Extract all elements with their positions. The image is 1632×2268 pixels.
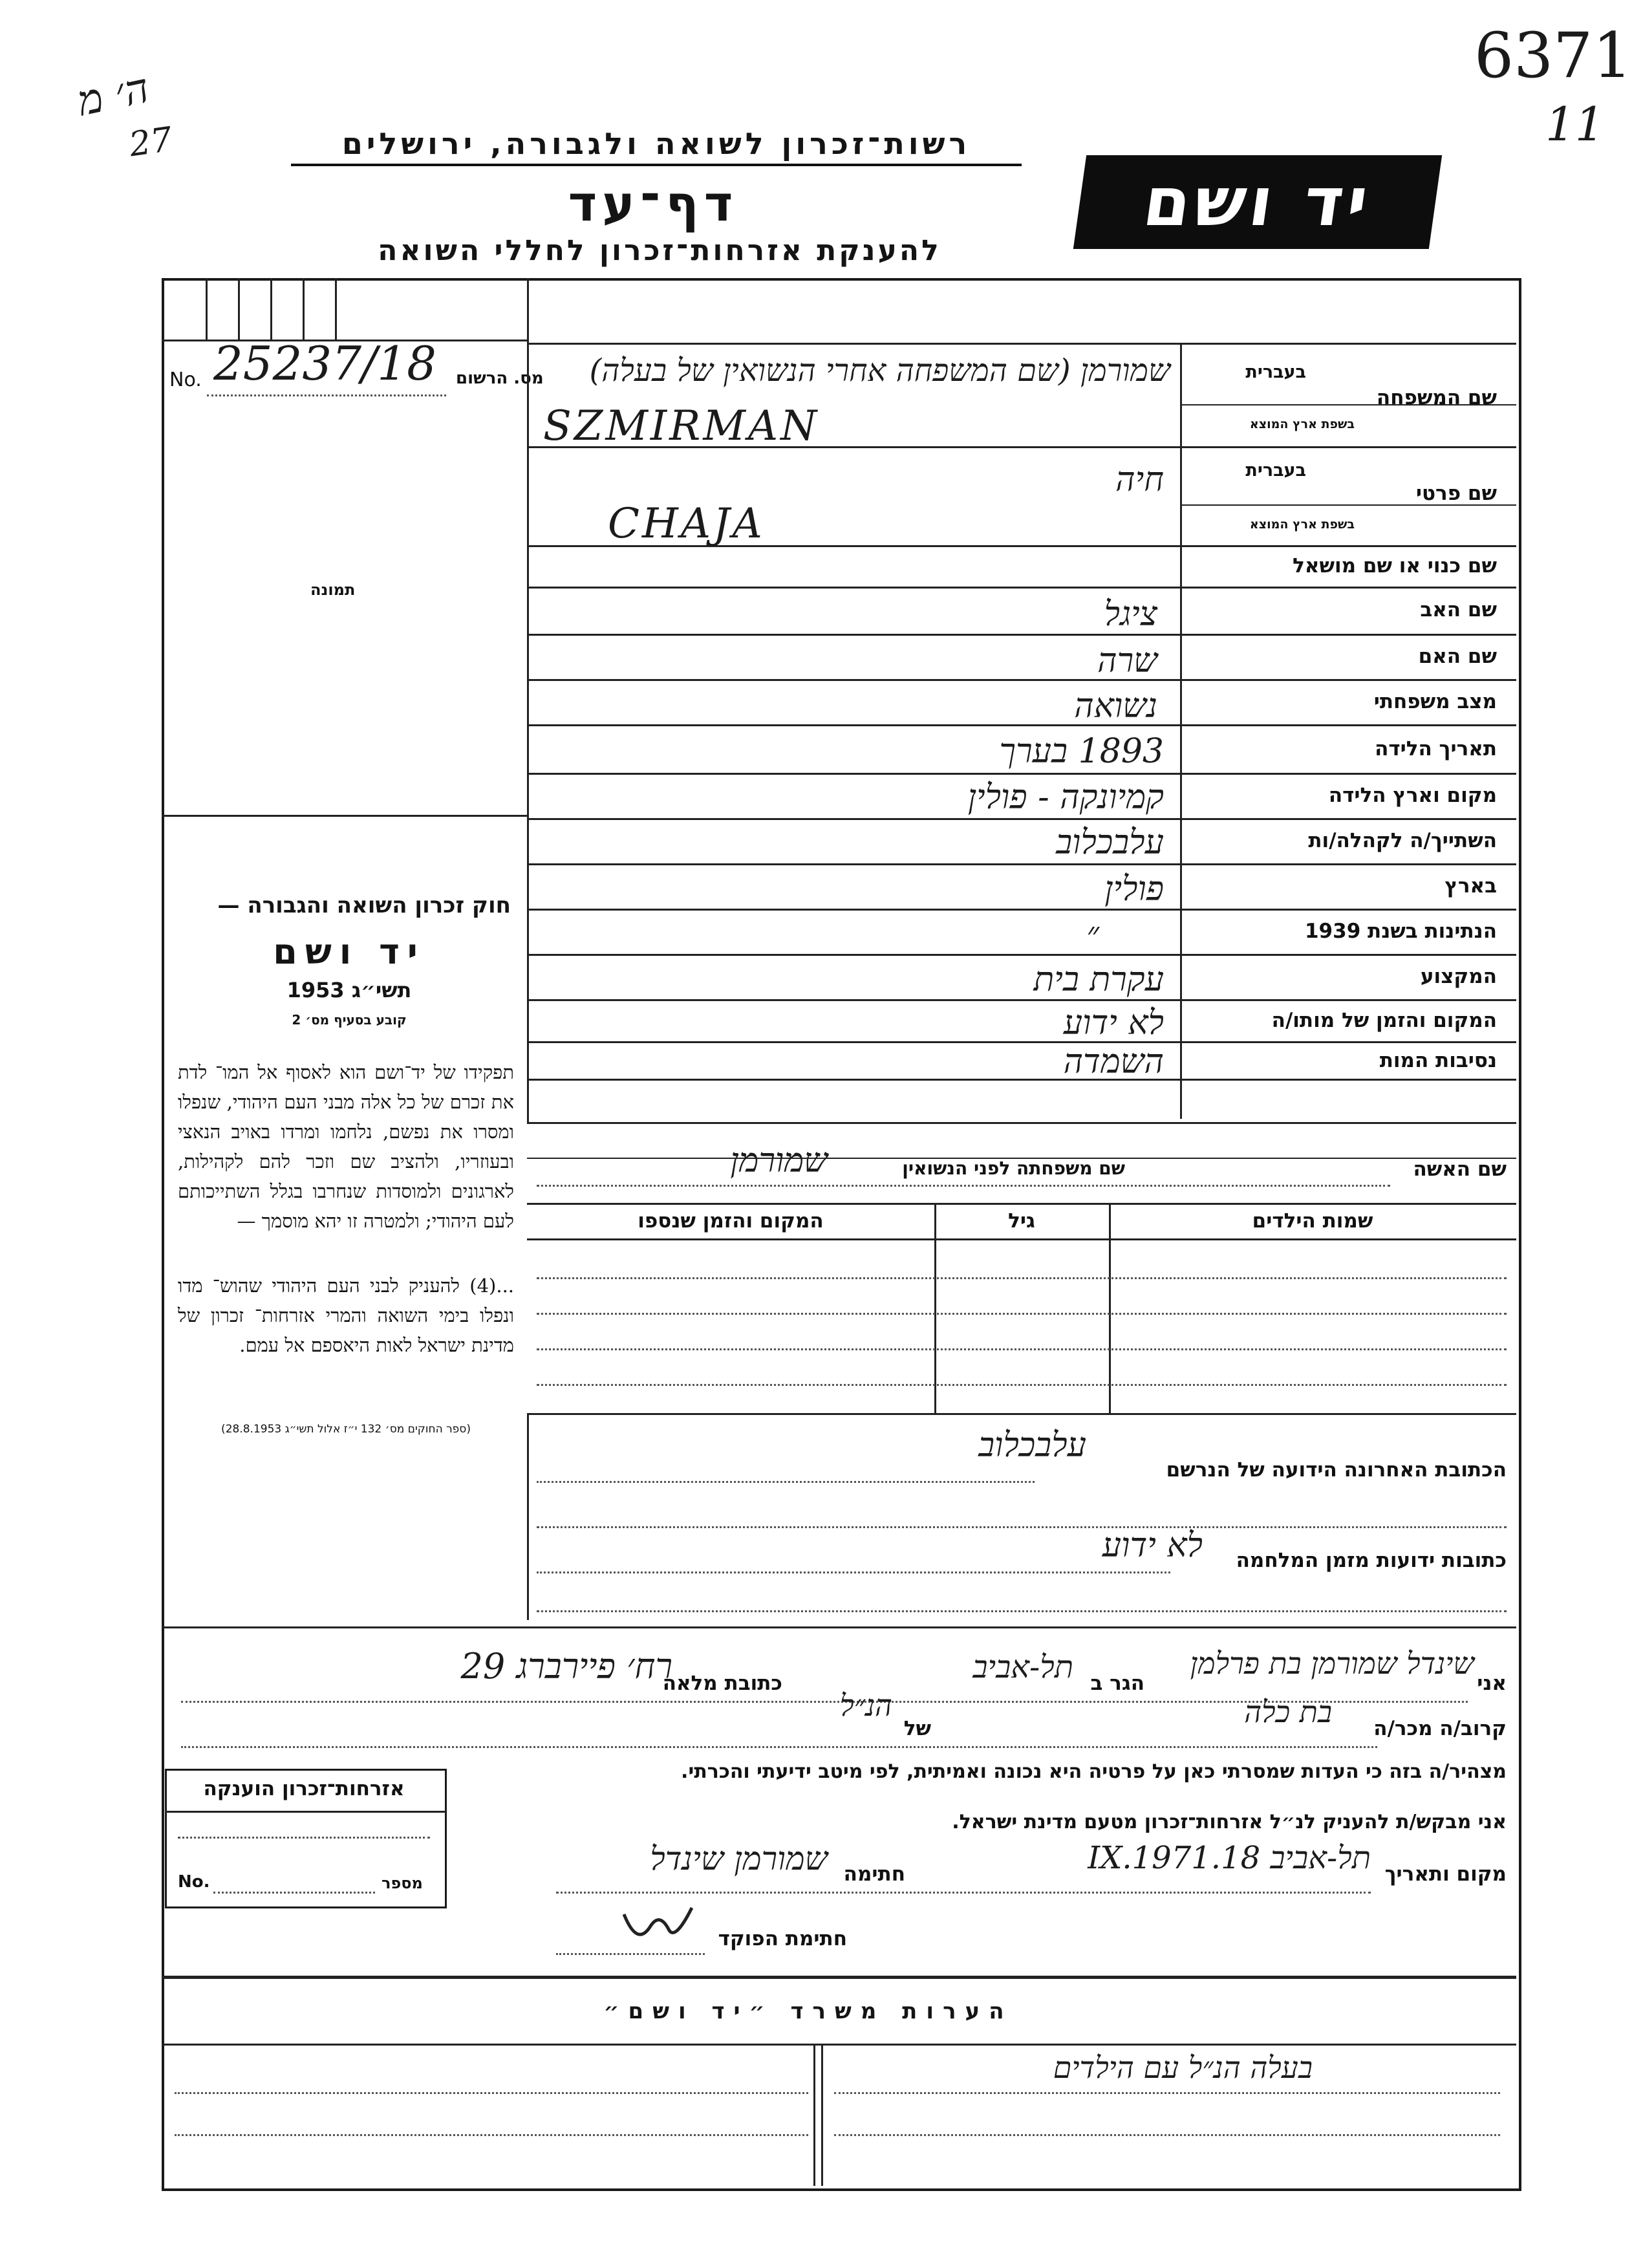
citizenship-label: הנתינות בשנת 1939 [1304, 920, 1497, 943]
country-value: פולין [1104, 870, 1164, 909]
surname-origin-value: SZMIRMAN [543, 402, 820, 450]
officer-signature-label: חתימת הפוקד [718, 1927, 847, 1950]
children-row [537, 1277, 1507, 1279]
country-label: בארץ [1444, 874, 1497, 898]
relative-label: קרוב/ה מכר/ה [1373, 1717, 1507, 1740]
surname-sub-hebrew: בעברית [1245, 362, 1306, 382]
law-year: תשי״ג 1953 [286, 978, 412, 1002]
photo-placeholder: תמונה [310, 581, 356, 599]
law-title: חוק זכרון השואה והגבורה — [217, 892, 511, 918]
law-clause: קובע בסעיף מס׳ 2 [292, 1012, 407, 1028]
first-name-sub-hebrew: בעברית [1245, 460, 1306, 481]
citizenship-no-he: מספר [381, 1874, 423, 1892]
father-value: ציגל [1104, 595, 1157, 634]
death-circumstances-label: נסיבות המות [1379, 1049, 1497, 1072]
birth-date-value: 1893 בערך [999, 732, 1164, 771]
registration-number: 25237/18 [213, 336, 436, 391]
first-name-origin-value: CHAJA [608, 500, 765, 548]
place-date-label: מקום ותאריך [1384, 1863, 1507, 1886]
death-circumstances-value: השמדה [1063, 1042, 1164, 1081]
registration-no-label: No. [169, 369, 202, 391]
remarks-note: בעלה הנ״ל עם הילדים [1053, 2050, 1313, 2085]
statement-2: אני מבקש/ת להעניק לנ״ל אזרחות־זכרון מטעם מדינת ישראל. [952, 1811, 1507, 1833]
children-col-age: גיל [1008, 1209, 1035, 1233]
declarant-name: שינדל שמורמן בת פרלמן [1190, 1646, 1474, 1681]
declarant-gar-label: הגר ב [1090, 1672, 1144, 1695]
first-name-label: שם פרטי [1415, 482, 1497, 505]
war-addresses-value: לא ידוע [1102, 1526, 1203, 1565]
law-text: תפקידו של יד־ושם הוא לאסוף אל המו־ לדת את זכרם של כל אלה מבני העם היהודי, שנפלו ומסרו את נפשם, נלחמו ומרדו באויב הנאצי ובעוזריו, ולהציב שם וזכר להם לקהילות, לארגונים ולמוסדות שנחרבו בגלל השתייכותם לעם היהודי; ולמטרה זו יהא מוסמך — [178, 1061, 514, 1232]
citizenship-value: ״ [1086, 915, 1099, 954]
law-name: יד ושם [273, 931, 425, 972]
marital-value: נשואה [1074, 687, 1157, 726]
yad-vashem-logo [1073, 155, 1442, 249]
column-divider [527, 278, 529, 1122]
declarant-address-label: כתובת מלאה [662, 1672, 782, 1695]
community-value: עלבכלוב [1056, 823, 1164, 862]
remarks-title: הערות משרד ״יד ושם״ [603, 1998, 1013, 2024]
place-date-value: תל-אביב 18.IX.1971 [1088, 1840, 1371, 1876]
children-row [537, 1384, 1507, 1386]
form-title: דף־עד [568, 175, 738, 232]
nickname-label: שם כנוי או שם מושאל [1293, 554, 1497, 578]
mother-value: שרה [1097, 642, 1157, 680]
surname-sub-origin: בשפת ארץ המוצא [1249, 417, 1355, 431]
death-place-time-label: המקום והזמן של מותו/ה [1271, 1009, 1497, 1032]
statement-1: מצהיר/ה בזה כי העדות שמסרתי כאן על פרטיה היא נכונה ואמיתית, לפי מיטב ידיעתי והכרתי. [681, 1760, 1507, 1783]
law-source: (ספר החוקים מס׳ 132 י״ז אלול תשי״ג 28.8.1953) [221, 1423, 471, 1436]
wife-value: שמורמן [730, 1141, 828, 1180]
first-name-hebrew-value: חיה [1115, 460, 1164, 499]
signature-label: חתימה [843, 1863, 905, 1886]
relation-value: בת כלה [1244, 1694, 1332, 1729]
first-name-sub-origin: בשפת ארץ המוצא [1249, 517, 1355, 532]
profession-value: עקרת בית [1033, 960, 1164, 999]
marital-label: מצב משפחתי [1373, 690, 1497, 713]
law-text-2: ...(4) להעניק לבני העם היהודי שהוש־ מדו ונפלו בימי השואה והמרי אזרחות־ זכרון של מדינת ישראל לאות היאספם אל עמם. [178, 1275, 514, 1356]
officer-signature-mark [621, 1901, 698, 1953]
logo-text: יד ושם [1139, 162, 1377, 241]
birth-place-value: קמיונקה - פולין [967, 778, 1164, 817]
citizenship-granted-title: אזרחות־זכרון הוענקה [203, 1777, 405, 1800]
declarant-signature: שמורמן שינדל [650, 1840, 828, 1877]
form-subtitle: להענקת אזרחות־זכרון לחללי השואה [378, 234, 941, 267]
children-row [537, 1348, 1507, 1350]
children-col-names: שמות הילדים [1252, 1209, 1373, 1233]
of-label: של [903, 1717, 931, 1740]
war-addresses-label: כתובות ידועות מזמן המלחמה [1236, 1549, 1507, 1572]
father-label: שם האב [1420, 598, 1497, 621]
margin-sub-top-right: 11 [1545, 97, 1605, 151]
of-value: הנ״ל [840, 1688, 892, 1723]
surname-label: שם המשפחה [1376, 386, 1497, 409]
wife-maiden-label: שם משפחתה לפני הנשואין [902, 1158, 1125, 1179]
registration-he-label: מס. הרשום [456, 369, 544, 388]
margin-note-top-left: ה׳ מ [73, 64, 154, 126]
margin-note-top-left-2: 27 [127, 120, 175, 165]
declarant-ani-label: אני [1477, 1672, 1507, 1695]
margin-number-top-right: 6371 [1474, 19, 1632, 92]
death-place-time-value: לא ידוע [1063, 1004, 1164, 1042]
authority-line: רשות־זכרון לשואה ולגבורה, ירושלים [291, 126, 1022, 166]
birth-date-label: תאריך הלידה [1375, 737, 1497, 761]
citizenship-no-label: No. [178, 1872, 210, 1892]
children-row [537, 1313, 1507, 1315]
profession-label: המקצוע [1420, 965, 1497, 988]
community-label: השתייך/ה לקהלה/ות [1308, 829, 1497, 852]
last-address-label: הכתובת האחרונה הידועה של הנרשם [1166, 1458, 1507, 1482]
wife-label: שם האשה [1413, 1158, 1507, 1181]
mother-label: שם האם [1418, 645, 1497, 668]
birth-place-label: מקום וארץ הלידה [1328, 784, 1497, 807]
last-address-value: עלבכלוב [978, 1426, 1086, 1465]
declarant-address: רח׳ פיירברג 29 [460, 1646, 672, 1687]
children-col-place: המקום והזמן שנספו [638, 1209, 824, 1233]
surname-hebrew-value: שמורמן (שם המשפחה אחרי הנשואין של בעלה) [589, 352, 1170, 389]
declarant-city: תל-אביב [972, 1649, 1073, 1685]
